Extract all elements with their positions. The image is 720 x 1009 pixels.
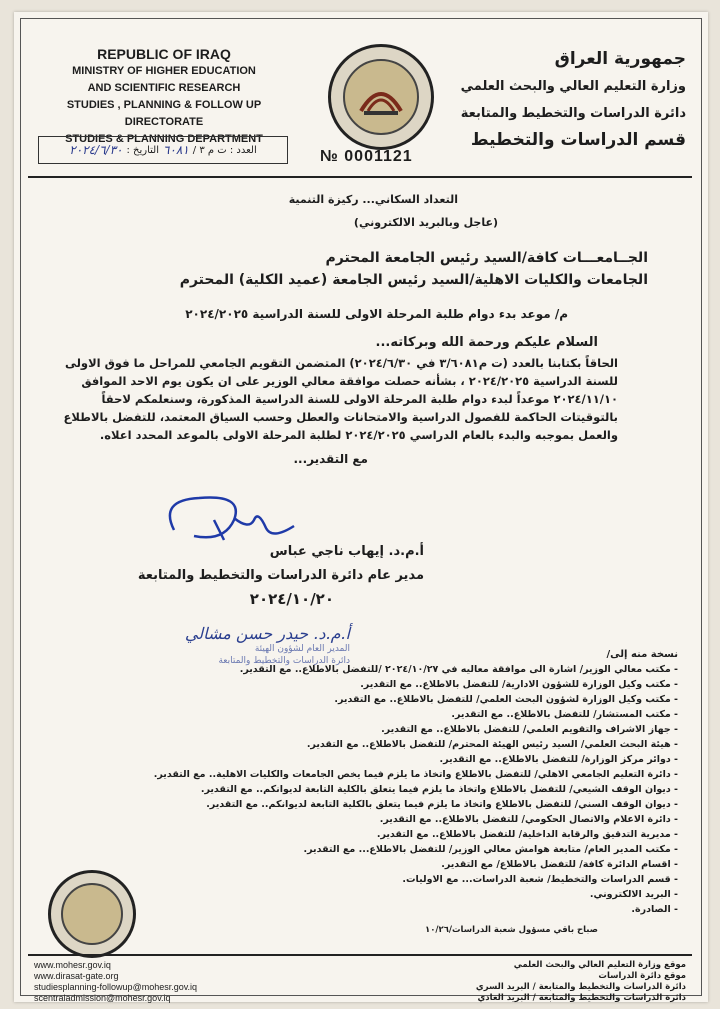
en-department: STUDIES & PLANNING DEPARTMENT xyxy=(65,133,263,145)
list-item: - الصادرة. xyxy=(631,904,678,915)
list-item: - اقسام الدائرة كافة/ للتفضل بالاطلاع/ مع التقدير. xyxy=(441,859,678,870)
ref-label: العدد : ت م ٣ / xyxy=(192,144,257,156)
list-item: - جهاز الاشراف والتقويم العلمي/ للتفضل بالاطلاع.. مع التقدير. xyxy=(381,724,678,735)
footer-label: دائرة الدراسات والتخطيط والمتابعة / البريد العادي xyxy=(477,993,686,1003)
copies-heading: نسخة منه إلى/ xyxy=(606,649,678,660)
ar-country: جمهورية العراق xyxy=(554,49,686,69)
regards: مع التقدير... xyxy=(293,452,368,466)
ref-value: ٦٠٨١ xyxy=(162,143,189,157)
seal-emblem xyxy=(61,883,123,945)
list-item: - مكتب المستشار/ للتفضل بالاطلاع.. مع التقدير. xyxy=(451,709,678,720)
ministry-seal-icon xyxy=(48,870,136,958)
stamp-name: أ.م.د. حيدر حسن مشالي xyxy=(184,624,350,643)
footer xyxy=(28,954,692,1003)
list-item: - مكتب وكيل الوزارة لشؤون البحث العلمي/ للتفضل بالاطلاع.. مع التقدير. xyxy=(334,694,678,705)
reference-date-box xyxy=(38,136,288,164)
signatory-name: أ.م.د. إيهاب ناجي عباس xyxy=(269,544,424,559)
urgent-note: (عاجل وبالبريد الالكتروني) xyxy=(353,216,498,229)
list-item: - ديوان الوقف الشيعي/ للتفضل بالاطلاع واتخاذ ما يلزم فيما يتعلق بالكلية التابعة لديوانكم.. مع التقدير. xyxy=(200,784,678,795)
document-number: № 0001121 xyxy=(320,148,413,165)
list-item: - مكتب المدير العام/ متابعة هوامش معالي الوزير/ للتفضل بالاطلاع... مع التقدير. xyxy=(303,844,678,855)
greeting: السلام عليكم ورحمة الله وبركاته... xyxy=(375,335,598,350)
ar-department: قسم الدراسات والتخطيط xyxy=(470,130,686,150)
list-item: - دوائر مركز الوزارة/ للتفضل بالاطلاع.. مع التقدير. xyxy=(439,754,678,765)
en-ministry-2: AND SCIENTIFIC RESEARCH xyxy=(87,82,241,94)
ar-ministry: وزارة التعليم العالي والبحث العلمي xyxy=(460,79,686,94)
footer-link[interactable]: www.mohesr.gov.iq xyxy=(34,960,111,970)
letterhead xyxy=(28,26,692,178)
english-letterhead xyxy=(34,46,294,148)
copies-list xyxy=(44,662,678,917)
list-item: - مكتب معالي الوزير/ اشارة الى موافقة معاليه في ٢٠٢٤/١٠/٢٧ /للتفضل بالاطلاع.. مع التقدير. xyxy=(239,664,678,675)
addressee-line-2: الجامعات والكليات الاهلية/السيد رئيس الجامعة (عميد الكلية) المحترم xyxy=(179,272,648,288)
en-ministry-1: MINISTRY OF HIGHER EDUCATION xyxy=(72,65,256,77)
list-item: - دائرة الاعلام والاتصال الحكومي/ للتفضل بالاطلاع.. مع التقدير. xyxy=(379,814,678,825)
subject-line: م/ موعد بدء دوام طلبة المرحلة الاولى للسنة الدراسية ٢٠٢٤/٢٠٢٥ xyxy=(185,307,568,321)
list-item: - مكتب وكيل الوزارة للشؤون الادارية/ للتفضل بالاطلاع.. مع التقدير. xyxy=(360,679,678,690)
en-country: REPUBLIC OF IRAQ xyxy=(97,46,231,62)
footer-contacts-ar xyxy=(476,960,686,1004)
arabic-letterhead xyxy=(446,46,686,154)
logo-emblem xyxy=(343,59,419,135)
stamp-line-2: دائرة الدراسات والتخطيط والمتابعة xyxy=(218,656,350,666)
footer-label: موقع دائرة الدراسات xyxy=(598,971,686,981)
stamp-line-1: المدير العام لشؤون الهيئة xyxy=(254,644,350,654)
addressee xyxy=(44,247,678,291)
en-directorate: STUDIES , PLANNING & FOLLOW UP DIRECTORATE xyxy=(66,99,262,128)
letter-page xyxy=(14,12,708,1002)
signature-date: ٢٠٢٤/١٠/٢٠ xyxy=(249,590,334,608)
clerk-note: صباح باقي مسؤول شعبة الدراسات/١٠/٢٦ xyxy=(425,925,598,935)
footer-link[interactable]: studiesplanning-followup@mohesr.gov.iq xyxy=(34,982,198,992)
signature-scribble-icon xyxy=(154,490,304,550)
list-item: - هيئة البحث العلمي/ السيد رئيس الهيئة المحترم/ للتفضل بالاطلاع.. مع التقدير. xyxy=(306,739,678,750)
list-item: - قسم الدراسات والتخطيط/ شعبة الدراسات... مع الاوليات. xyxy=(402,874,678,885)
footer-label: موقع وزارة التعليم العالي والبحث العلمي xyxy=(513,960,686,970)
date-value: ٢٠٢٤/٦/٣٠ xyxy=(69,143,123,157)
slogan-line: التعداد السكاني... ركيزة التنمية xyxy=(288,193,458,206)
list-item: - ديوان الوقف السني/ للتفضل بالاطلاع واتخاذ ما يلزم فيما يتعلق بالكلية التابعة لديوانكم.. مع التقدير. xyxy=(206,799,678,810)
copies-to xyxy=(44,649,678,935)
signatory-title: مدير عام دائرة الدراسات والتخطيط والمتابعة xyxy=(137,568,424,583)
footer-link[interactable]: www.dirasat-gate.org xyxy=(34,971,119,981)
ministry-logo-icon xyxy=(328,44,434,150)
list-item: - دائرة التعليم الجامعي الاهلي/ للتفضل بالاطلاع واتخاذ ما يلزم فيما يخص الجامعات والكليات الاهلية.. مع التقدير. xyxy=(153,769,678,780)
date-label: التاريخ : xyxy=(126,144,159,156)
ar-directorate: دائرة الدراسات والتخطيط والمتابعة xyxy=(460,106,686,121)
list-item: - البريد الالكتروني. xyxy=(589,889,678,900)
main-paragraph: الحاقاً بكتابنا بالعدد (ت م٣/٦٠٨١ في ٢٠٢٤/٦/٣٠) المتضمن التقويم الجامعي للمراحل ما فوق الاولى للسنة الدراسية ٢٠٢٤/٢٠٢٥ ، بشأنه حصلت موافقة معالي الوزير على ان يكون يوم الاحد الموافق ٢٠٢٤/١١/١٠ موعداً لبدء دوام طلبة المرحلة الاولى للسنة الدراسية المذكورة، وسنعلمكم لاحقاً بالتوقيتات الحاكمة للفصول الدراسية والامتحانات والعطل وحسب السياق المعتمد، للتفضل بالاطلاع والعمل بموجبه والبدء بالعام الدراسي ٢٠٢٤/٢٠٢٥ لطلبة المرحلة الاولى بالموعد المحدد اعلاه. xyxy=(63,356,618,442)
list-item: - مديرية التدقيق والرقابة الداخلية/ للتفضل بالاطلاع.. مع التقدير. xyxy=(376,829,678,840)
footer-link[interactable]: scentraladmission@mohesr.gov.iq xyxy=(34,993,171,1003)
footer-label: دائرة الدراسات والتخطيط والمتابعة / البريد السري xyxy=(475,982,686,992)
footer-contacts-en xyxy=(34,960,197,1004)
letter-body xyxy=(44,187,678,466)
addressee-line-1: الجــامعـــات كافة/السيد رئيس الجامعة المحترم xyxy=(325,250,648,266)
